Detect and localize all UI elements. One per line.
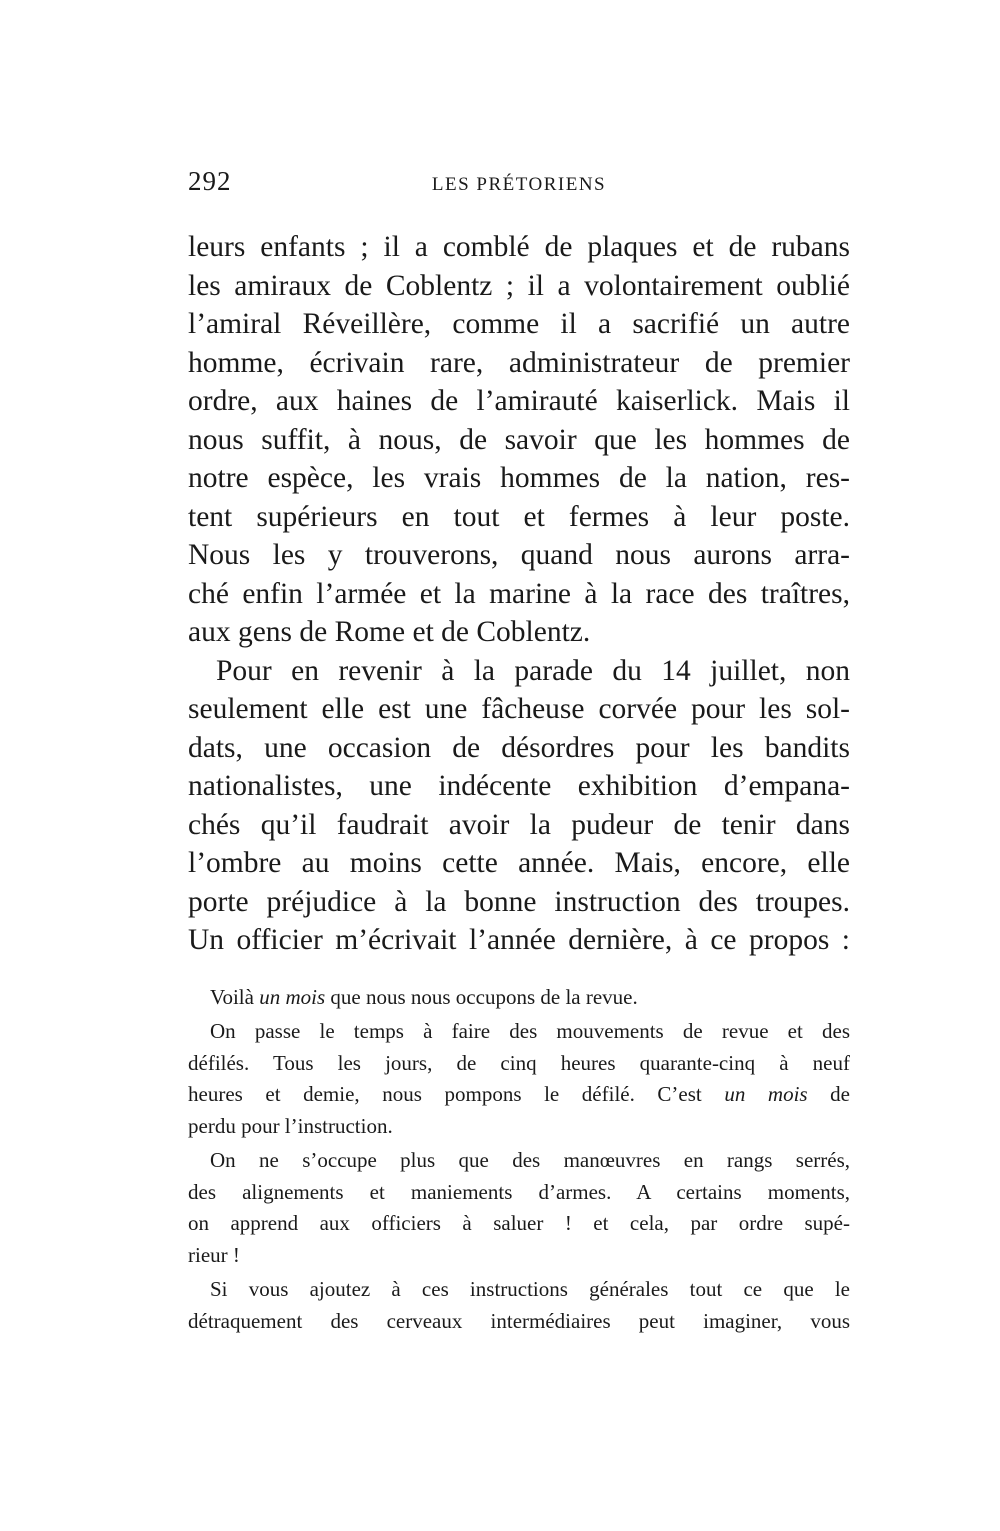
text-line: l’ombre au moins cette année. Mais, encore, elle: [188, 847, 850, 879]
text-line: Pour en revenir à la parade du 14 juillet, non: [216, 654, 850, 687]
page-header: [188, 160, 850, 210]
book-page: [188, 160, 850, 1337]
text-line: dats, une occasion de désordres pour les bandits: [188, 731, 850, 764]
quote-line: détraquement des cerveaux intermédiaires peut imaginer, vous: [188, 1308, 850, 1333]
main-text: [188, 228, 850, 960]
text-line: ordre, aux haines de l’amirauté kaiserlick. Mais il: [188, 385, 850, 417]
text-line: tent supérieurs en tout et fermes à leur poste.: [188, 500, 850, 533]
text-line: nous suffit, à nous, de savoir que les hommes de: [188, 423, 850, 456]
text-line: Un officier m’écrivait l’année dernière, à ce propos :: [188, 924, 850, 956]
text-line: ché enfin l’armée et la marine à la race des traîtres,: [188, 577, 850, 610]
quote-line: heures et demie, nous pompons le défilé. C’est un mois de: [188, 1082, 850, 1106]
quote-line: des alignements et maniements d’armes. A certains moments,: [188, 1179, 850, 1204]
quote-line: Voilà un mois que nous nous occupons de la revue.: [210, 984, 638, 1009]
text-line: aux gens de Rome et de Coblentz.: [188, 616, 591, 648]
emphasis: un mois: [724, 1082, 808, 1106]
text-line: Nous les y trouverons, quand nous aurons arra-: [188, 539, 850, 571]
quote-line: On passe le temps à faire des mouvements de revue et des: [210, 1019, 850, 1043]
quote-line: On ne s’occupe plus que des manœuvres en rangs serrés,: [210, 1148, 850, 1172]
text-line: homme, écrivain rare, administrateur de premier: [188, 346, 850, 379]
quoted-letter: [188, 982, 850, 1338]
text-line: nationalistes, une indécente exhibition d’empana-: [188, 770, 850, 802]
quote-line: on apprend aux officiers à saluer ! et cela, par ordre supé-: [188, 1211, 850, 1235]
quote-line: Si vous ajoutez à ces instructions générales tout ce que le: [210, 1277, 850, 1301]
quote-line: rieur !: [188, 1242, 240, 1267]
running-title: LES PRÉTORIENS: [431, 174, 607, 195]
quote-line: perdu pour l’instruction.: [188, 1113, 393, 1138]
page-number: 292: [188, 166, 232, 196]
quote-line: défilés. Tous les jours, de cinq heures quarante-cinq à neuf: [188, 1050, 850, 1075]
text-line: chés qu’il faudrait avoir la pudeur de tenir dans: [188, 808, 850, 841]
text-line: les amiraux de Coblentz ; il a volontairement oublié: [188, 269, 850, 302]
text-line: seulement elle est une fâcheuse corvée pour les sol-: [188, 693, 850, 725]
emphasis: un mois: [259, 984, 326, 1009]
text-line: notre espèce, les vrais hommes de la nation, res-: [188, 462, 850, 494]
text-line: l’amiral Réveillère, comme il a sacrifié un autre: [188, 308, 850, 340]
text-line: leurs enfants ; il a comblé de plaques et de rubans: [188, 231, 850, 263]
text-line: porte préjudice à la bonne instruction des troupes.: [188, 885, 850, 918]
